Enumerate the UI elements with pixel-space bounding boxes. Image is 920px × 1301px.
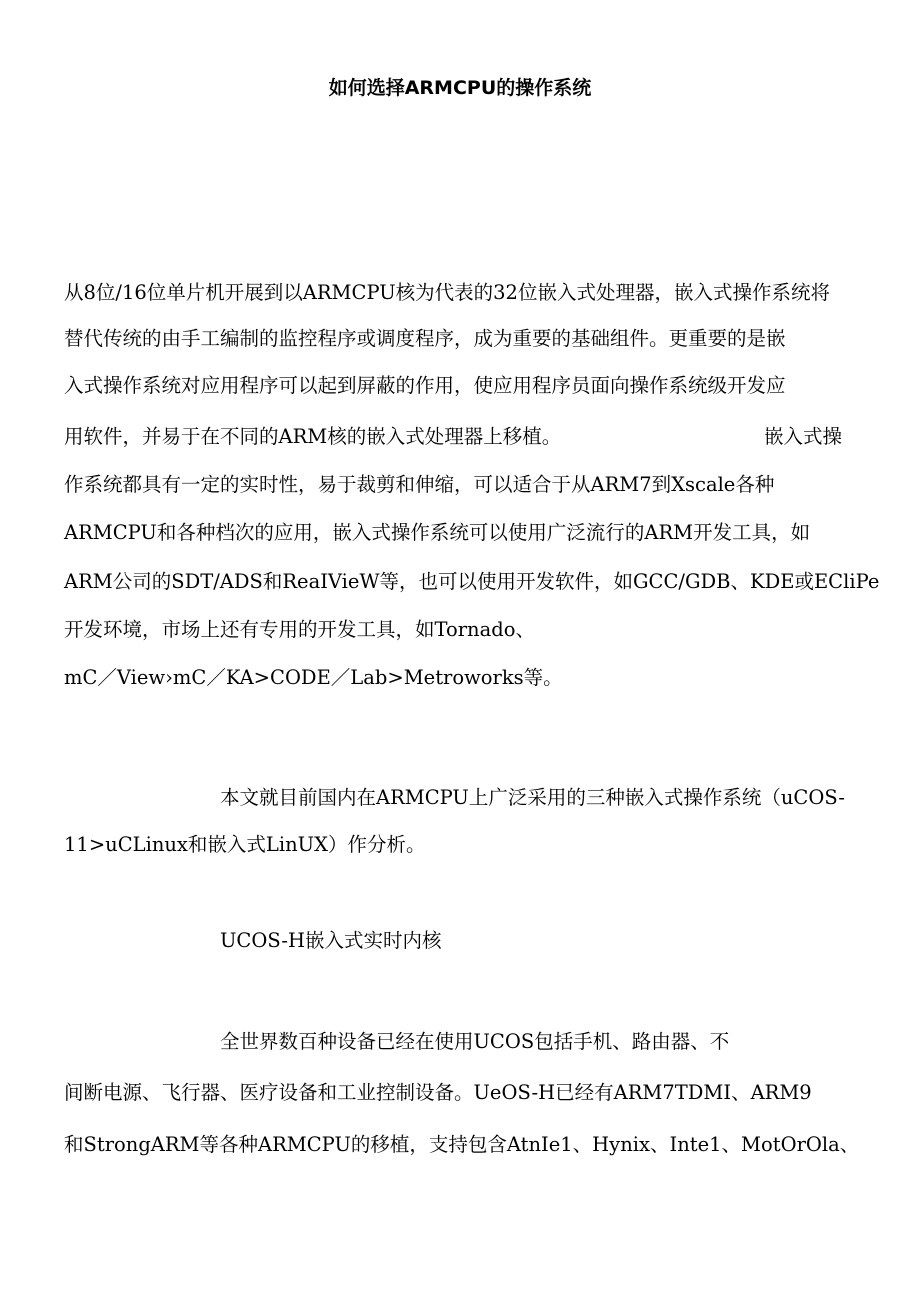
paragraph-1-line-6: ARMCPU和各种档次的应用，嵌入式操作系统可以使用广泛流行的ARM开发工具，如: [64, 521, 811, 544]
paragraph-1-line-9: mC／View›mC／KA>CODE／Lab>Metroworks等。: [64, 666, 563, 689]
section-heading: UCOS-H嵌入式实时内核: [220, 929, 442, 952]
paragraph-1-line-2: 替代传统的由手工编制的监控程序或调度程序，成为重要的基础组件。更重要的是嵌: [64, 327, 786, 350]
paragraph-1-line-4-tail: 嵌入式操: [764, 425, 843, 448]
paragraph-1-line-4: 用软件，并易于在不同的ARM核的嵌入式处理器上移植。: [64, 425, 562, 448]
paragraph-1-line-3: 入式操作系统对应用程序可以起到屏蔽的作用，使应用程序员面向操作系统级开发应: [64, 374, 786, 397]
paragraph-3-line-3: 和StrongARM等各种ARMCPU的移植，支持包含AtnIe1、Hynix、Inte1、MotOrOla、: [64, 1133, 860, 1156]
paragraph-1-line-7: ARM公司的SDT/ADS和ReaIVieW等，也可以使用开发软件，如GCC/GDB、KDE或ECliPe: [64, 570, 880, 593]
paragraph-2-line-2: 11>uCLinux和嵌入式LinUX）作分析。: [64, 833, 426, 856]
paragraph-2-line-1: 本文就目前国内在ARMCPU上广泛采用的三种嵌入式操作系统（uCOS-: [220, 786, 845, 809]
paragraph-1-line-1: 从8位/16位单片机开展到以ARMCPU核为代表的32位嵌入式处理器，嵌入式操作系统将: [64, 281, 830, 304]
paragraph-3-line-2: 间断电源、飞行器、医疗设备和工业控制设备。UeOS-H已经有ARM7TDMI、ARM9: [64, 1081, 812, 1104]
paragraph-1-line-8: 开发环境，市场上还有专用的开发工具，如Tornado、: [64, 618, 535, 641]
paragraph-3-line-1: 全世界数百种设备已经在使用UCOS包括手机、路由器、不: [220, 1030, 730, 1053]
document-title: 如何选择ARMCPU的操作系统: [328, 77, 592, 99]
paragraph-1-line-5: 作系统都具有一定的实时性，易于裁剪和伸缩，可以适合于从ARM7到Xscale各种: [64, 473, 775, 496]
